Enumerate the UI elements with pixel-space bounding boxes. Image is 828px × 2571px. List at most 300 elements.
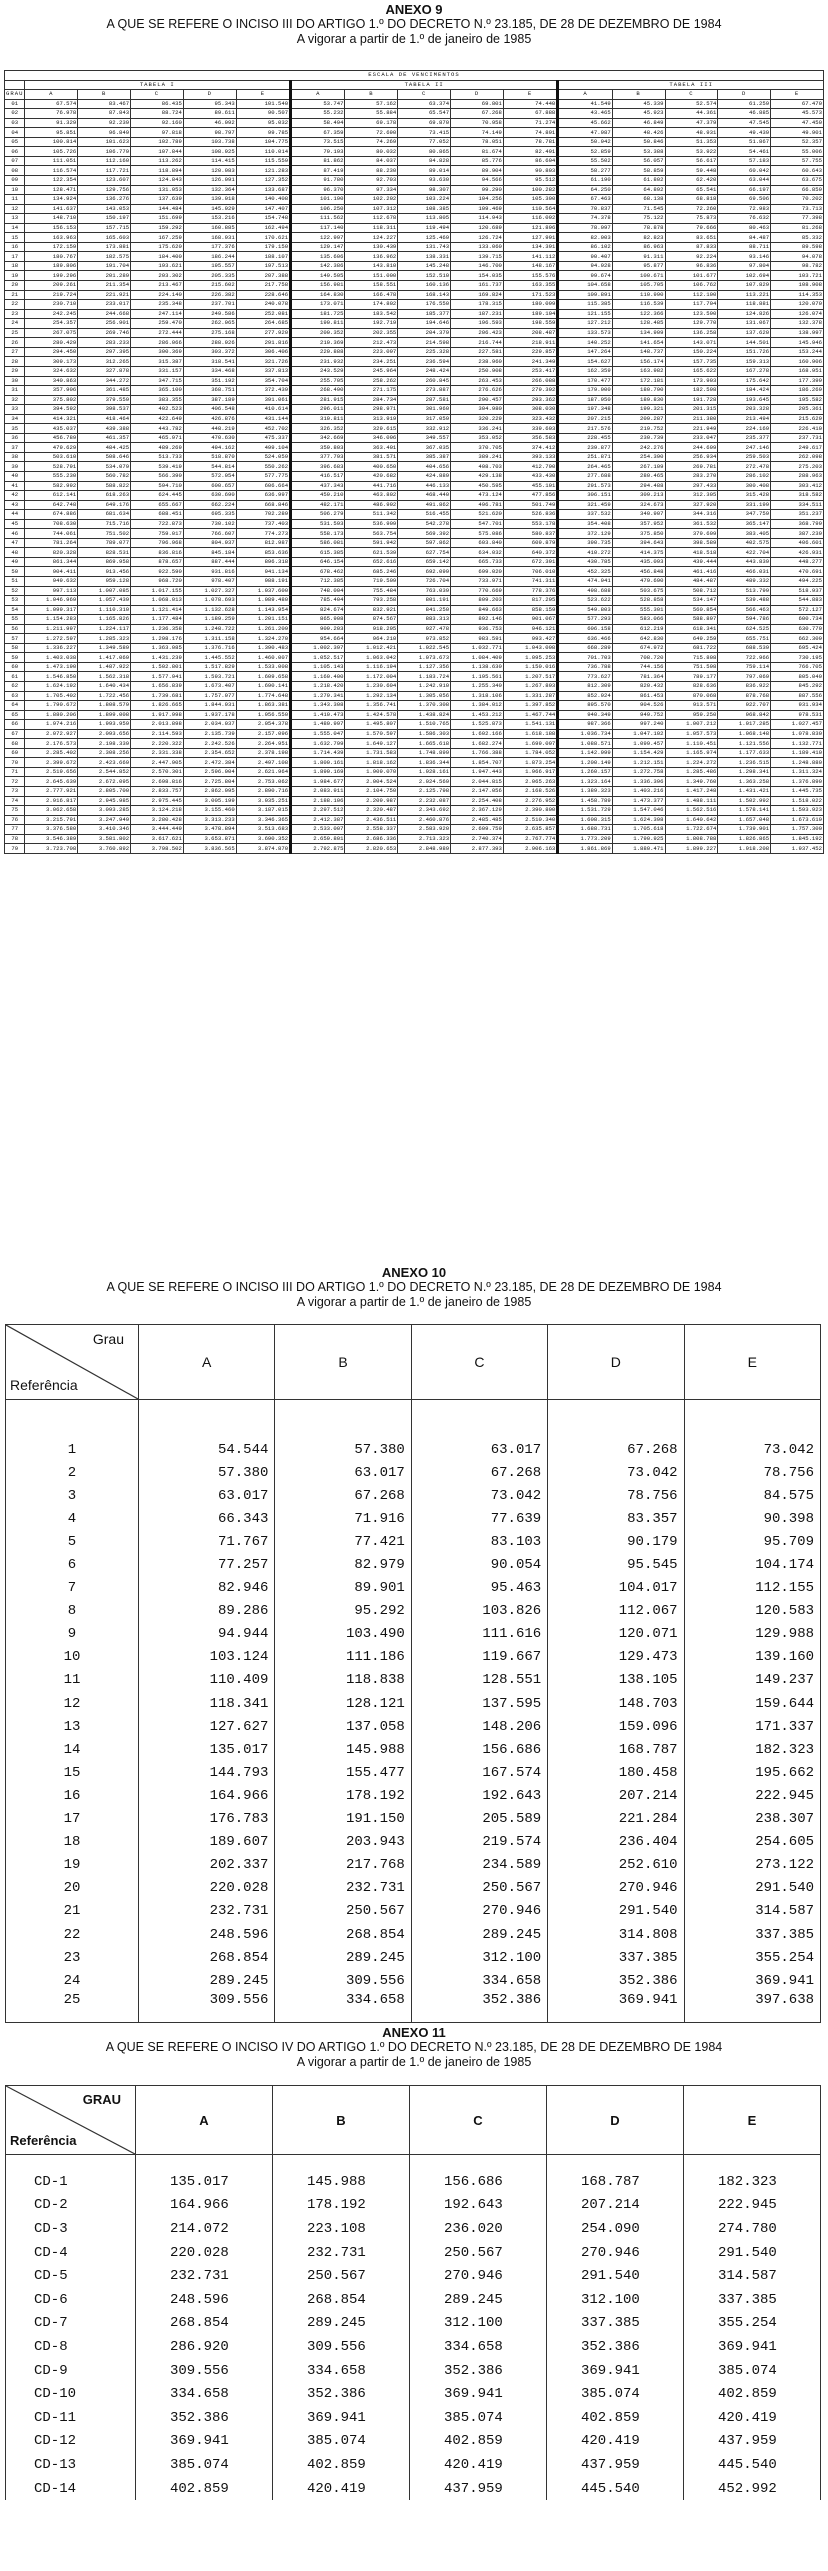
- value-cell: 112.160: [78, 156, 131, 166]
- value-cell: 75.873: [665, 214, 718, 224]
- value-cell: 479.629: [25, 443, 78, 453]
- value-cell: 90.179: [548, 1530, 684, 1553]
- anexo10-grau-label: Grau: [92, 1331, 124, 1347]
- value-cell: 91.780: [291, 176, 345, 186]
- anexo10-header: [0, 1265, 828, 1310]
- value-cell: 1.027.327: [183, 586, 236, 596]
- value-cell: 484.487: [665, 576, 718, 586]
- value-cell: 90.507: [236, 109, 290, 119]
- value-cell: 2.945.985: [78, 796, 131, 806]
- value-cell: 213.494: [718, 414, 771, 424]
- ref-cell: 33: [5, 405, 25, 415]
- value-cell: 91.329: [25, 118, 78, 128]
- value-cell: 1.593.923: [771, 806, 824, 816]
- value-cell: 173.071: [291, 300, 345, 310]
- value-cell: 44.361: [665, 109, 718, 119]
- value-cell: 1.384.012: [451, 701, 504, 711]
- value-cell: 73.415: [398, 128, 451, 138]
- value-cell: 250.908: [451, 366, 504, 376]
- table-row: [6, 1992, 821, 2023]
- value-cell: 612.141: [25, 491, 78, 501]
- value-cell: 2.621.964: [236, 767, 290, 777]
- value-cell: 2.519.656: [25, 767, 78, 777]
- value-cell: 2.740.374: [451, 834, 504, 844]
- value-cell: 268.854: [136, 2312, 273, 2336]
- value-cell: 1.047.102: [612, 729, 665, 739]
- value-cell: 1.078.693: [183, 596, 236, 606]
- table-row: [5, 586, 824, 596]
- value-cell: 47.450: [771, 118, 824, 128]
- ref-cell: 47: [5, 538, 25, 548]
- value-cell: 169.824: [451, 290, 504, 300]
- value-cell: 72.690: [345, 128, 398, 138]
- value-cell: 62.420: [665, 176, 718, 186]
- anexo11-vigencia: A vigorar a partir de 1.º de janeiro de 1985: [296, 2055, 532, 2070]
- value-cell: 80.865: [398, 147, 451, 157]
- value-cell: 978.407: [183, 576, 236, 586]
- value-cell: 281.915: [291, 395, 345, 405]
- value-cell: 1.473.377: [612, 796, 665, 806]
- value-cell: 621.539: [345, 548, 398, 558]
- value-cell: 1.640.434: [78, 682, 131, 692]
- value-cell: 365.147: [718, 519, 771, 529]
- ref-cell: CD-13: [6, 2453, 136, 2477]
- value-cell: 204.379: [398, 328, 451, 338]
- table-row: [5, 548, 824, 558]
- value-cell: 95.032: [236, 118, 290, 128]
- value-cell: 195.557: [183, 261, 236, 271]
- value-cell: 291.540: [547, 2264, 684, 2288]
- value-cell: 2.093.656: [78, 729, 131, 739]
- value-cell: 1.467.744: [503, 710, 557, 720]
- value-cell: 314.808: [548, 1923, 684, 1946]
- value-cell: 1.784.052: [503, 748, 557, 758]
- value-cell: 606.664: [236, 481, 290, 491]
- value-cell: 968.842: [718, 710, 771, 720]
- value-cell: 81.862: [291, 156, 345, 166]
- value-cell: 612.219: [612, 624, 665, 634]
- value-cell: 1.947.443: [451, 767, 504, 777]
- value-cell: 1.890.169: [291, 767, 345, 777]
- value-cell: 141.637: [25, 204, 78, 214]
- value-cell: 67.574: [25, 99, 78, 109]
- value-cell: 49.901: [771, 128, 824, 138]
- value-cell: 390.735: [558, 538, 612, 548]
- value-cell: 1.267.893: [503, 682, 557, 692]
- value-cell: 539.419: [131, 462, 184, 472]
- value-cell: 508.712: [665, 586, 718, 596]
- value-cell: 1.722.674: [665, 825, 718, 835]
- value-cell: 1.336.396: [612, 777, 665, 787]
- value-cell: 83.467: [78, 99, 131, 109]
- value-cell: 1.248.722: [183, 624, 236, 634]
- ref-cell: 46: [5, 529, 25, 539]
- value-cell: 66.343: [139, 1507, 275, 1530]
- grade-header: E: [684, 2086, 821, 2155]
- value-cell: 84.487: [718, 233, 771, 243]
- value-cell: 387.189: [183, 395, 236, 405]
- value-cell: 1.966.917: [503, 767, 557, 777]
- value-cell: 181.725: [291, 309, 345, 319]
- ref-cell: 60: [5, 662, 25, 672]
- ref-cell: 29: [5, 366, 25, 376]
- value-cell: 220.028: [136, 2241, 273, 2265]
- value-cell: 668.846: [236, 500, 290, 510]
- value-cell: 1.356.741: [345, 701, 398, 711]
- value-cell: 94.566: [451, 176, 504, 186]
- value-cell: 128.121: [275, 1692, 411, 1715]
- value-cell: 284.734: [345, 395, 398, 405]
- value-cell: 549.803: [558, 605, 612, 615]
- ref-cell: 70: [5, 758, 25, 768]
- ref-cell: 40: [5, 471, 25, 481]
- table-row: [6, 2312, 821, 2336]
- ref-cell: 48: [5, 548, 25, 558]
- value-cell: 941.134: [236, 567, 290, 577]
- ref-cell: 49: [5, 557, 25, 567]
- value-cell: 193.645: [718, 395, 771, 405]
- value-cell: 268.854: [275, 1923, 411, 1946]
- value-cell: 177.376: [183, 242, 236, 252]
- value-cell: 104.174: [684, 1553, 820, 1576]
- ref-cell: 12: [6, 1692, 139, 1715]
- ref-cell: 67: [5, 729, 25, 739]
- value-cell: 45.923: [612, 109, 665, 119]
- value-cell: 172.181: [612, 376, 665, 386]
- value-cell: 2.034.037: [183, 720, 236, 730]
- value-cell: 418.464: [78, 414, 131, 424]
- value-cell: 87.843: [78, 109, 131, 119]
- ref-cell: 22: [6, 1923, 139, 1946]
- value-cell: 276.626: [451, 386, 504, 396]
- value-cell: 1.236.515: [718, 758, 771, 768]
- table-row: [6, 1831, 821, 1854]
- ref-cell: 64: [5, 701, 25, 711]
- ref-cell: 24: [5, 319, 25, 329]
- value-cell: 1.495.807: [345, 720, 398, 730]
- value-cell: 973.852: [398, 634, 451, 644]
- value-cell: 402.523: [131, 405, 184, 415]
- value-cell: 1.665.618: [398, 739, 451, 749]
- value-cell: 309.213: [612, 491, 665, 501]
- value-cell: 1.012.421: [345, 643, 398, 653]
- ref-cell: CD-4: [6, 2241, 136, 2265]
- value-cell: 145.946: [771, 338, 824, 348]
- value-cell: 1.022.545: [398, 643, 451, 653]
- value-cell: 1.593.721: [183, 672, 236, 682]
- table-row: [5, 233, 824, 243]
- table-row: [5, 357, 824, 367]
- value-cell: 141.654: [612, 338, 665, 348]
- value-cell: 646.154: [291, 557, 345, 567]
- value-cell: 131.743: [398, 242, 451, 252]
- value-cell: 2.777.921: [25, 787, 78, 797]
- value-cell: 45.339: [612, 99, 665, 109]
- table-row: [5, 557, 824, 567]
- value-cell: 78.878: [612, 223, 665, 233]
- value-cell: 80.032: [345, 147, 398, 157]
- value-cell: 2.354.652: [183, 748, 236, 758]
- value-cell: 858.159: [503, 605, 557, 615]
- table-row: [5, 796, 824, 806]
- value-cell: 226.382: [183, 290, 236, 300]
- value-cell: 262.098: [771, 452, 824, 462]
- table-row: [5, 471, 824, 481]
- value-cell: 89.611: [183, 109, 236, 119]
- value-cell: 171.337: [684, 1715, 820, 1738]
- value-cell: 280.465: [612, 471, 665, 481]
- value-cell: 878.657: [131, 557, 184, 567]
- value-cell: 1.445.552: [183, 653, 236, 663]
- value-cell: 318.541: [183, 357, 236, 367]
- value-cell: 274.780: [684, 2217, 821, 2241]
- ref-cell: 15: [5, 233, 25, 243]
- value-cell: 315.387: [131, 357, 184, 367]
- value-cell: 164.830: [291, 290, 345, 300]
- value-cell: 215.629: [771, 414, 824, 424]
- value-cell: 408.703: [451, 462, 504, 472]
- table-row: [5, 767, 824, 777]
- value-cell: 1.095.253: [503, 653, 557, 663]
- value-cell: 420.419: [410, 2453, 547, 2477]
- value-cell: 309.556: [136, 2359, 273, 2383]
- value-cell: 572.127: [771, 605, 824, 615]
- value-cell: 1.230.604: [345, 682, 398, 692]
- value-cell: 1.577.941: [131, 672, 184, 682]
- value-cell: 60.042: [718, 166, 771, 176]
- ref-cell: 19: [6, 1854, 139, 1877]
- value-cell: 1.800.161: [291, 758, 345, 768]
- ref-cell: 43: [5, 500, 25, 510]
- value-cell: 3.653.871: [183, 834, 236, 844]
- value-cell: 1.292.134: [345, 691, 398, 701]
- value-cell: 334.658: [136, 2382, 273, 2406]
- value-cell: 195.662: [684, 1761, 820, 1784]
- value-cell: 1.928.161: [398, 767, 451, 777]
- value-cell: 3.247.949: [78, 815, 131, 825]
- value-cell: 69.870: [398, 118, 451, 128]
- value-cell: 227.581: [451, 347, 504, 357]
- value-cell: 55.884: [345, 109, 398, 119]
- table-row: [5, 137, 824, 147]
- ref-cell: CD-2: [6, 2194, 136, 2218]
- value-cell: 151.726: [718, 347, 771, 357]
- value-cell: 324.673: [612, 500, 665, 510]
- value-cell: 189.830: [612, 395, 665, 405]
- table-row: [6, 1692, 821, 1715]
- ref-cell: 10: [5, 185, 25, 195]
- value-cell: 1.272.597: [25, 634, 78, 644]
- value-cell: 160.136: [398, 281, 451, 291]
- value-cell: 173.881: [78, 242, 131, 252]
- value-cell: 730.102: [183, 519, 236, 529]
- value-cell: 96.370: [291, 185, 345, 195]
- grade-header: E: [684, 1325, 820, 1400]
- value-cell: 93.146: [718, 252, 771, 262]
- value-cell: 785.404: [291, 596, 345, 606]
- value-cell: 115.559: [236, 156, 290, 166]
- value-cell: 508.646: [78, 452, 131, 462]
- value-cell: 144.501: [718, 338, 771, 348]
- value-cell: 2.188.106: [291, 796, 345, 806]
- value-cell: 1.445.735: [771, 787, 824, 797]
- value-cell: 572.054: [183, 471, 236, 481]
- value-cell: 1.110.310: [78, 605, 131, 615]
- value-cell: 1.546.850: [25, 672, 78, 682]
- value-cell: 270.946: [410, 2264, 547, 2288]
- value-cell: 1.608.315: [558, 815, 612, 825]
- value-cell: 778.376: [503, 586, 557, 596]
- value-cell: 1.974.216: [25, 720, 78, 730]
- value-cell: 192.643: [411, 1784, 547, 1807]
- value-cell: 56.057: [612, 156, 665, 166]
- table-row: [6, 1715, 821, 1738]
- value-cell: 630.770: [771, 624, 824, 634]
- value-cell: 1.376.716: [183, 643, 236, 653]
- value-cell: 215.602: [183, 281, 236, 291]
- value-cell: 3.124.218: [131, 806, 184, 816]
- value-cell: 135.017: [136, 2170, 273, 2194]
- value-cell: 283.270: [665, 471, 718, 481]
- value-cell: 600.657: [183, 481, 236, 491]
- value-cell: 111.562: [291, 214, 345, 224]
- value-cell: 588.822: [78, 481, 131, 491]
- value-cell: 414.375: [612, 548, 665, 558]
- value-cell: 536.909: [345, 519, 398, 529]
- value-cell: 370.705: [451, 443, 504, 453]
- value-cell: 2.390.800: [503, 806, 557, 816]
- value-cell: 1.757.077: [183, 691, 236, 701]
- ref-cell: 14: [5, 223, 25, 233]
- value-cell: 2.848.989: [398, 844, 451, 854]
- value-cell: 353.052: [451, 433, 504, 443]
- value-cell: 560.854: [665, 605, 718, 615]
- anexo9-escala-row: [5, 71, 824, 81]
- table-row: [5, 729, 824, 739]
- value-cell: 47.545: [718, 118, 771, 128]
- table-row: [5, 290, 824, 300]
- value-cell: 528.858: [612, 596, 665, 606]
- value-cell: 95.463: [411, 1577, 547, 1600]
- value-cell: 751.502: [78, 529, 131, 539]
- value-cell: 264.465: [558, 462, 612, 472]
- value-cell: 57.380: [275, 1438, 411, 1461]
- ref-cell: 21: [5, 290, 25, 300]
- value-cell: 88.724: [131, 109, 184, 119]
- value-cell: 1.458.789: [558, 796, 612, 806]
- value-cell: 577.775: [236, 471, 290, 481]
- value-cell: 156.981: [291, 281, 345, 291]
- value-cell: 1.624.192: [25, 682, 78, 692]
- value-cell: 1.555.047: [291, 729, 345, 739]
- value-cell: 179.000: [558, 386, 612, 396]
- table-row: [5, 739, 824, 749]
- value-cell: 73.515: [291, 137, 345, 147]
- value-cell: 122.997: [291, 233, 345, 243]
- value-cell: 143.810: [345, 261, 398, 271]
- value-cell: 113.221: [718, 290, 771, 300]
- value-cell: 1.602.166: [451, 729, 504, 739]
- value-cell: 247.146: [718, 443, 771, 453]
- table-row: [5, 281, 824, 291]
- value-cell: 887.556: [771, 691, 824, 701]
- value-cell: 708.630: [25, 519, 78, 529]
- value-cell: 379.559: [78, 395, 131, 405]
- value-cell: 88.230: [345, 166, 398, 176]
- value-cell: 88.711: [718, 242, 771, 252]
- value-cell: 1.138.630: [451, 662, 504, 672]
- value-cell: 103.490: [275, 1623, 411, 1646]
- table-row: [5, 519, 824, 529]
- value-cell: 207.214: [547, 2194, 684, 2218]
- value-cell: 369.941: [547, 2359, 684, 2383]
- ref-cell: 13: [5, 214, 25, 224]
- ref-cell: 10: [6, 1646, 139, 1669]
- table-row: [6, 1484, 821, 1507]
- value-cell: 150.224: [665, 347, 718, 357]
- value-cell: 456.848: [612, 567, 665, 577]
- value-cell: 318.582: [771, 491, 824, 501]
- value-cell: 524.059: [236, 452, 290, 462]
- value-cell: 766.705: [771, 662, 824, 672]
- value-cell: 193.621: [131, 261, 184, 271]
- value-cell: 184.400: [131, 252, 184, 262]
- table-row: [6, 2359, 821, 2383]
- value-cell: 120.583: [684, 1600, 820, 1623]
- ref-cell: 71: [5, 767, 25, 777]
- value-cell: 120.083: [183, 166, 236, 176]
- value-cell: 104.017: [548, 1577, 684, 1600]
- value-cell: 297.433: [665, 481, 718, 491]
- value-cell: 279.392: [503, 386, 557, 396]
- ref-cell: 37: [5, 443, 25, 453]
- value-cell: 81.674: [451, 147, 504, 157]
- value-cell: 1.143.954: [236, 605, 290, 615]
- value-cell: 337.385: [548, 1946, 684, 1969]
- value-cell: 127.627: [139, 1715, 275, 1738]
- value-cell: 78.097: [558, 223, 612, 233]
- anexo9-subtitle: A QUE SE REFERE O INCISO III DO ARTIGO 1.º DO DECRETO N.º 23.185, DE 28 DE DEZEMBRO DE 1984: [106, 17, 722, 32]
- value-cell: 433.430: [503, 471, 557, 481]
- ref-cell: 77: [5, 825, 25, 835]
- value-cell: 213.467: [131, 281, 184, 291]
- value-cell: 101.623: [78, 137, 131, 147]
- value-cell: 352.386: [273, 2382, 410, 2406]
- value-cell: 1.431.239: [131, 653, 184, 663]
- value-cell: 89.286: [139, 1600, 275, 1623]
- table-row: [6, 1577, 821, 1600]
- value-cell: 1.165.974: [665, 748, 718, 758]
- value-cell: 159.313: [718, 357, 771, 367]
- value-cell: 895.570: [558, 701, 612, 711]
- value-cell: 63.017: [139, 1484, 275, 1507]
- ref-cell: CD-1: [6, 2170, 136, 2194]
- value-cell: 242.276: [612, 443, 665, 453]
- value-cell: 1.323.164: [558, 777, 612, 787]
- grade-header: D: [718, 90, 771, 100]
- value-cell: 2.659.801: [291, 834, 345, 844]
- value-cell: 57.162: [345, 99, 398, 109]
- value-cell: 105.705: [612, 281, 665, 291]
- value-cell: 470.691: [771, 567, 824, 577]
- value-cell: 959.250: [665, 710, 718, 720]
- value-cell: 180.767: [25, 252, 78, 262]
- value-cell: 1.431.421: [718, 787, 771, 797]
- value-cell: 139.160: [684, 1646, 820, 1669]
- value-cell: 2.713.323: [398, 834, 451, 844]
- value-cell: 845.184: [183, 548, 236, 558]
- value-cell: 936.753: [451, 624, 504, 634]
